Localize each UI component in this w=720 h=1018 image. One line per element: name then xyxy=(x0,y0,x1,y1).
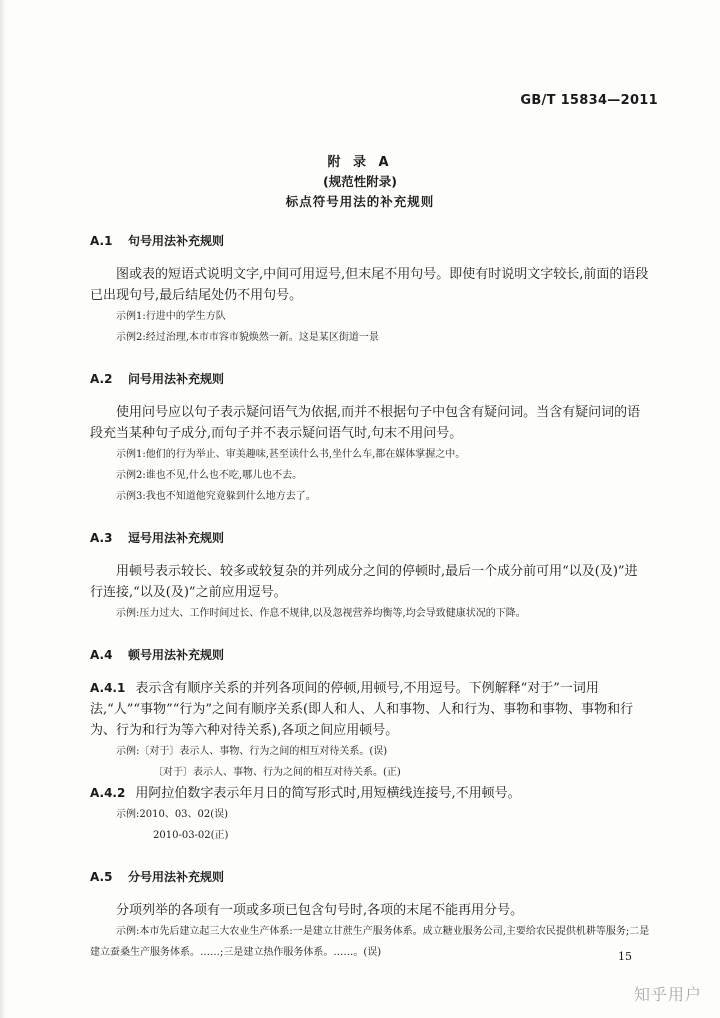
annex-content xyxy=(90,232,650,963)
section-number: A.5 xyxy=(90,870,113,884)
example-line: 示例3:我也不知道他究竟躲到什么地方去了。 xyxy=(116,491,316,502)
subsection-paragraph xyxy=(90,678,650,741)
section-title: 逗号用法补充规则 xyxy=(128,531,225,545)
section-paragraph: 分项列举的各项有一项或多项已包含句号时,各项的末尾不能再用分号。 xyxy=(116,903,524,918)
section-number: A.3 xyxy=(90,531,113,545)
section-heading-a3 xyxy=(90,529,650,545)
subsection-number: A.4.2 xyxy=(90,786,126,800)
section-paragraph: 图或表的短语式说明文字,中间可用逗号,但末尾不用句号。即使有时说明文字较长,前面的语段已出现句号,最后结尾处仍不用句号。 xyxy=(90,267,649,303)
section-paragraph: 使用问号应以句子表示疑问语气为依据,而并不根据句子中包含有疑问词。当含有疑问词的语段充当某种句子成分,而句子并不表示疑问语气时,句末不用问号。 xyxy=(90,405,641,441)
example-line: 示例2:谁也不见,什么也不吃,哪儿也不去。 xyxy=(116,470,303,481)
example-line: 〔对于〕表示人、事物、行为之间的相互对待关系。(正) xyxy=(153,767,401,778)
section-number: A.1 xyxy=(90,234,113,248)
example-line: 示例1:他们的行为举止、审美趣味,甚至读什么书,坐什么车,都在媒体掌握之中。 xyxy=(116,449,466,460)
example-line: 示例2:经过治理,本市市容市貌焕然一新。这是某区街道一景 xyxy=(116,332,379,343)
example-line: 示例:压力过大、工作时间过长、作息不规律,以及忽视营养均衡等,均会导致健康状况的下降。 xyxy=(116,608,526,619)
section-title: 顿号用法补充规则 xyxy=(128,648,225,662)
annex-title: 附 录 A xyxy=(327,155,393,170)
section-heading-a1 xyxy=(90,232,650,248)
example-line: 2010-03-02(正) xyxy=(153,830,229,841)
subsection-paragraph xyxy=(90,783,650,804)
example-line: 示例:2010、03、02(误) xyxy=(116,809,229,820)
subsection-text: 表示含有顺序关系的并列各项间的停顿,用顿号,不用逗号。下例解释“对于”一词用法,“人”“事物”“行为”之间有顺序关系(即人和人、人和事物、人和行为、事物和事物、事物和行为、行为和行为等六种对待关系),各项之间应用顿号。 xyxy=(90,681,634,738)
annex-type: (规范性附录) xyxy=(323,174,397,189)
example-line: 示例:本市先后建立起三大农业生产体系:一是建立甘蔗生产服务体系。成立糖业服务公司,主要给农民提供机耕等服务;二是建立蚕桑生产服务体系。……;三是建立热作服务体系。……。(误) xyxy=(90,926,650,958)
standard-number: GB/T 15834—2011 xyxy=(520,93,658,108)
watermark: 知乎用户 xyxy=(633,985,702,1004)
section-title: 问号用法补充规则 xyxy=(128,372,225,386)
section-title: 句号用法补充规则 xyxy=(128,234,225,248)
subsection-number: A.4.1 xyxy=(90,681,126,695)
section-number: A.4 xyxy=(90,648,113,662)
page-number: 15 xyxy=(618,950,632,963)
example-line: 示例:〔对于〕表示人、事物、行为之间的相互对待关系。(误) xyxy=(116,746,388,757)
section-heading-a5 xyxy=(90,868,650,884)
annex-name: 标点符号用法的补充规则 xyxy=(285,194,435,209)
section-paragraph: 用顿号表示较长、较多或较复杂的并列成分之间的停顿时,最后一个成分前可用“以及(及)”进行连接,“以及(及)”之前应用逗号。 xyxy=(90,564,638,600)
example-line: 示例1:行进中的学生方队 xyxy=(116,311,226,322)
section-heading-a2 xyxy=(90,370,650,386)
subsection-text: 用阿拉伯数字表示年月日的简写形式时,用短横线连接号,不用顿号。 xyxy=(135,786,521,801)
section-number: A.2 xyxy=(90,372,113,386)
section-heading-a4 xyxy=(90,646,650,662)
section-title: 分号用法补充规则 xyxy=(128,870,225,884)
